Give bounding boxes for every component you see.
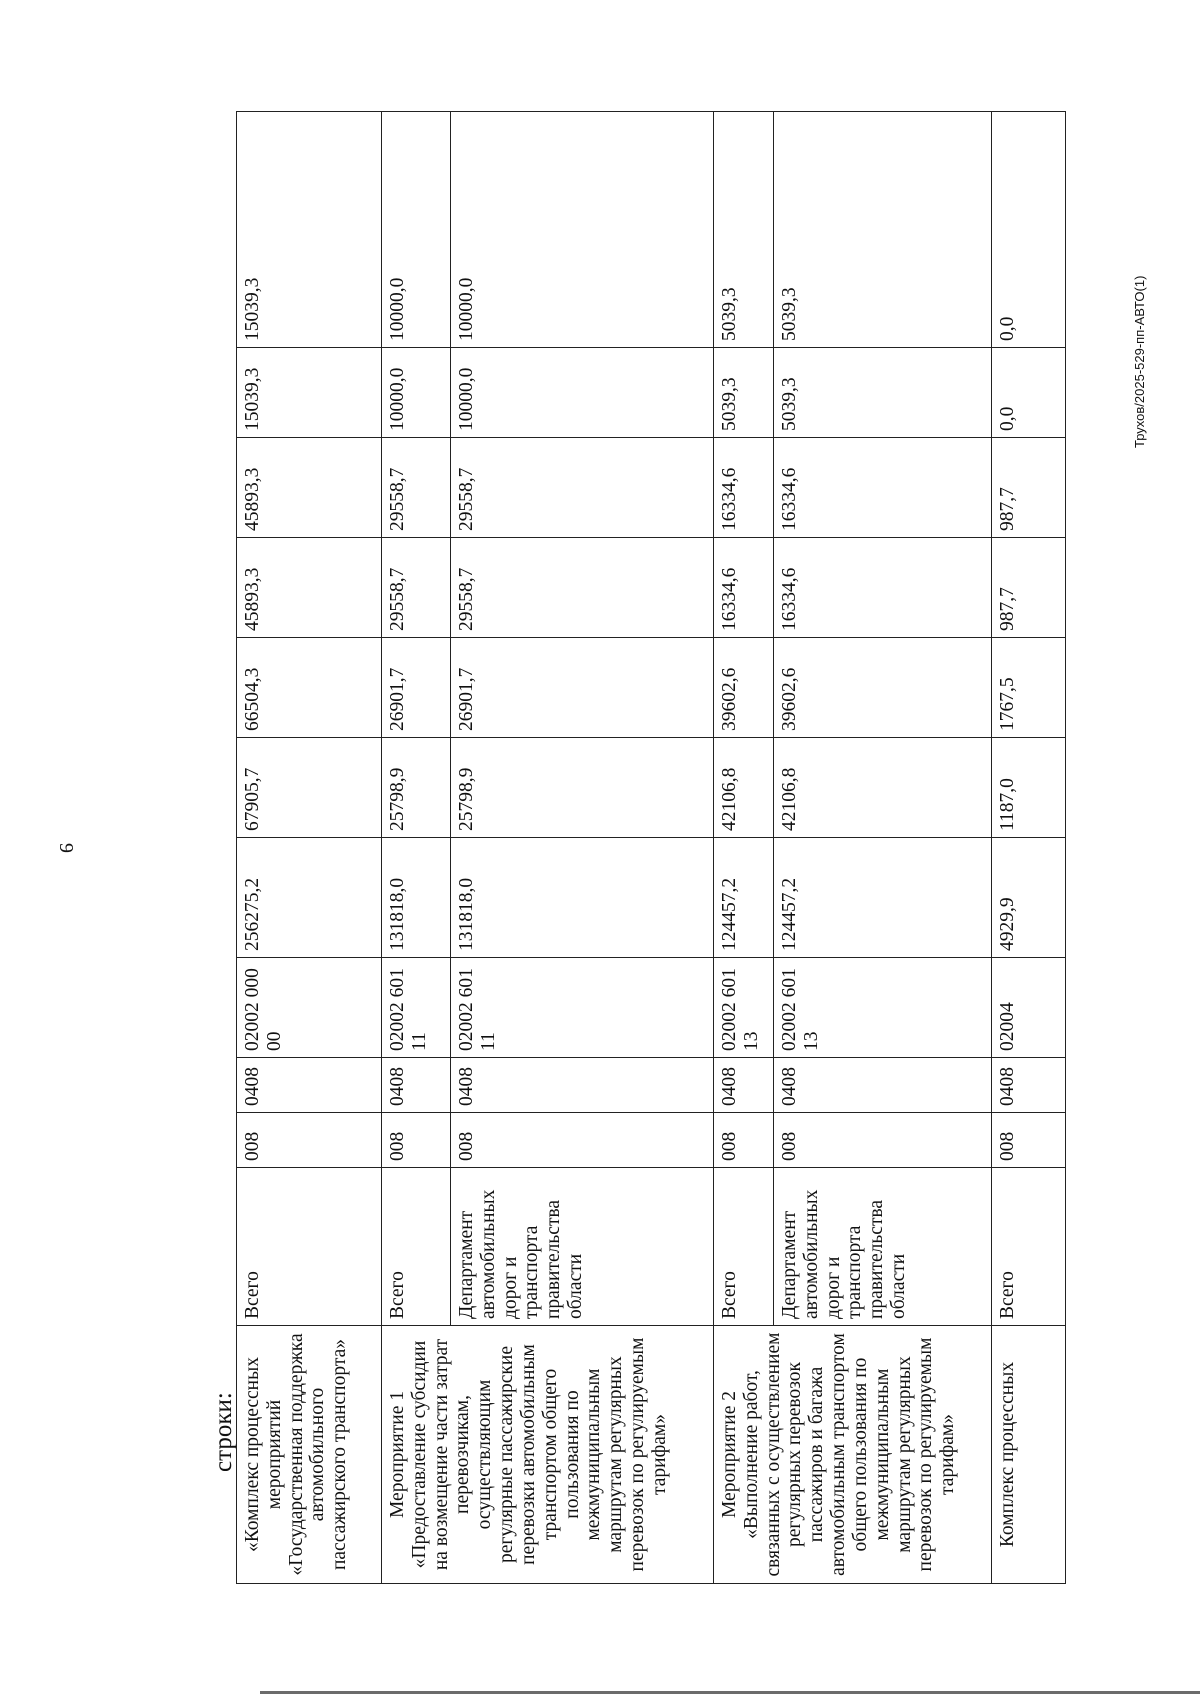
code-cell: 008 — [237, 1113, 382, 1168]
code-cell: 0408 — [237, 1058, 382, 1113]
code-cell: 0408 — [992, 1058, 1066, 1113]
value-cell: 5039,3 — [774, 112, 992, 348]
value-cell: 4929,9 — [992, 838, 1066, 958]
value-cell: 16334,6 — [774, 538, 992, 638]
row-name-cell: Мероприятие 2 «Выполнение работ, связанных с осуществлением регулярных перевозок пассажиров и багажа автомобильным транспортом общего пользования по межмуниципальным маршрутам регулярных перевозок по регулируемым тарифам» — [714, 1326, 992, 1584]
row-name-cell: «Комплекс процессных мероприятий «Государственная поддержка автомобильного пассажирского транспорта» — [237, 1326, 382, 1584]
value-cell: 256275,2 — [237, 838, 382, 958]
code-cell: 02002 60113 — [714, 958, 774, 1058]
value-cell: 10000,0 — [382, 112, 451, 348]
table-row — [992, 112, 1066, 1584]
code-cell: 0408 — [382, 1058, 451, 1113]
value-cell: 124457,2 — [774, 838, 992, 958]
code-cell: 02002 00000 — [237, 958, 382, 1058]
code-cell: 0408 — [451, 1058, 714, 1113]
value-cell: 1187,0 — [992, 738, 1066, 838]
code-cell: 008 — [992, 1113, 1066, 1168]
executor-cell: Департамент автомобильных дорог и транспорта правительства области — [451, 1168, 714, 1326]
executor-cell: Всего — [992, 1168, 1066, 1326]
value-cell: 25798,9 — [451, 738, 714, 838]
value-cell: 45893,3 — [237, 438, 382, 538]
value-cell: 5039,3 — [774, 348, 992, 438]
executor-cell: Всего — [237, 1168, 382, 1326]
intro-label: строки: — [210, 1392, 237, 1472]
value-cell: 15039,3 — [237, 112, 382, 348]
value-cell: 39602,6 — [714, 638, 774, 738]
code-cell: 02002 60113 — [774, 958, 992, 1058]
table-row — [382, 112, 451, 1584]
value-cell: 29558,7 — [382, 438, 451, 538]
value-cell: 26901,7 — [451, 638, 714, 738]
value-cell: 124457,2 — [714, 838, 774, 958]
table-row — [714, 112, 774, 1584]
value-cell: 16334,6 — [774, 438, 992, 538]
code-cell: 008 — [382, 1113, 451, 1168]
value-cell: 15039,3 — [237, 348, 382, 438]
value-cell: 26901,7 — [382, 638, 451, 738]
value-cell: 66504,3 — [237, 638, 382, 738]
value-cell: 5039,3 — [714, 112, 774, 348]
value-cell: 25798,9 — [382, 738, 451, 838]
value-cell: 131818,0 — [382, 838, 451, 958]
document-code: Трухов/2025-529-пп-АВТО(1) — [1132, 275, 1147, 448]
value-cell: 29558,7 — [451, 538, 714, 638]
value-cell: 0,0 — [992, 348, 1066, 438]
executor-cell: Департамент автомобильных дорог и транспорта правительства области — [774, 1168, 992, 1326]
value-cell: 10000,0 — [451, 348, 714, 438]
value-cell: 29558,7 — [382, 538, 451, 638]
budget-table — [236, 111, 1066, 1584]
value-cell: 42106,8 — [714, 738, 774, 838]
value-cell: 39602,6 — [774, 638, 992, 738]
scan-edge-line — [260, 1691, 1200, 1694]
table-row — [237, 112, 382, 1584]
value-cell: 10000,0 — [451, 112, 714, 348]
value-cell: 5039,3 — [714, 348, 774, 438]
value-cell: 42106,8 — [774, 738, 992, 838]
value-cell: 29558,7 — [451, 438, 714, 538]
code-cell: 0408 — [774, 1058, 992, 1113]
value-cell: 16334,6 — [714, 538, 774, 638]
page-number: 9 — [55, 843, 77, 853]
row-name-cell: Мероприятие 1 «Предоставление субсидии на возмещение части затрат перевозчикам, осуществляющим регулярные пассажирские перевозки автомобильным транспортом общего пользования по межмуниципальным маршрутам регулярных перевозок по регулируемым тарифам» — [382, 1326, 714, 1584]
code-cell: 02002 60111 — [382, 958, 451, 1058]
value-cell: 987,7 — [992, 538, 1066, 638]
value-cell: 0,0 — [992, 112, 1066, 348]
value-cell: 1767,5 — [992, 638, 1066, 738]
code-cell: 008 — [714, 1113, 774, 1168]
value-cell: 10000,0 — [382, 348, 451, 438]
executor-cell: Всего — [382, 1168, 451, 1326]
executor-cell: Всего — [714, 1168, 774, 1326]
code-cell: 02002 60111 — [451, 958, 714, 1058]
budget-table-rotated — [236, 112, 1065, 1584]
row-name-cell: Комплекс процессных — [992, 1326, 1066, 1584]
value-cell: 45893,3 — [237, 538, 382, 638]
code-cell: 0408 — [714, 1058, 774, 1113]
value-cell: 987,7 — [992, 438, 1066, 538]
code-cell: 008 — [451, 1113, 714, 1168]
value-cell: 16334,6 — [714, 438, 774, 538]
value-cell: 131818,0 — [451, 838, 714, 958]
code-cell: 02004 — [992, 958, 1066, 1058]
value-cell: 67905,7 — [237, 738, 382, 838]
code-cell: 008 — [774, 1113, 992, 1168]
